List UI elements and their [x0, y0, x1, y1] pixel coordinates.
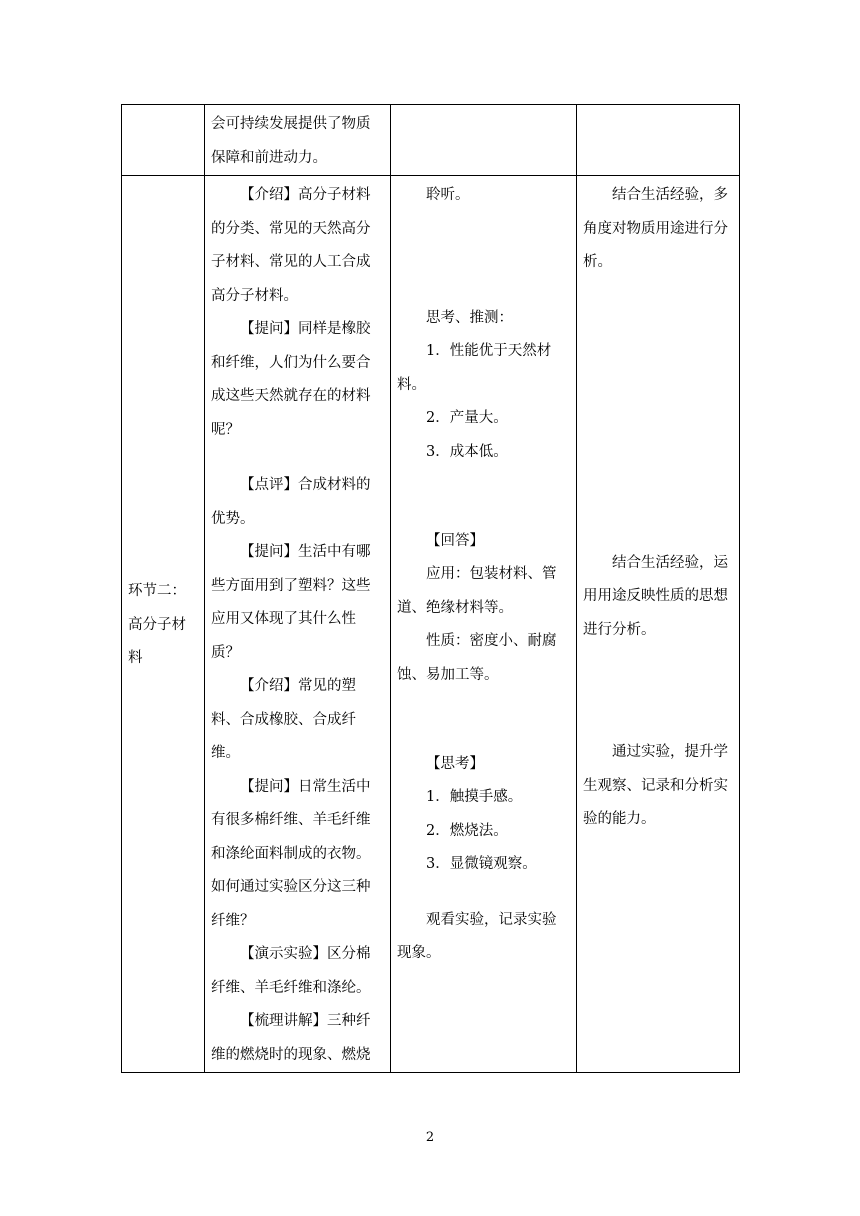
- student-think-title: 思考、推测：: [426, 309, 513, 326]
- section-title-cell: [122, 176, 205, 1073]
- design-intent-1: 结合生活经验，多角度对物质用途进行分析。: [583, 187, 728, 270]
- design-intent-3: 通过实验，提升学生观察、记录和分析实验的能力。: [583, 744, 728, 827]
- student-answer-title: 【回答】: [426, 532, 484, 549]
- section-title: 环节二：高分子材料: [128, 583, 186, 667]
- teacher-intro-1: 【介绍】高分子材料的分类、常见的天然高分子材料、常见的人工合成高分子材料。: [211, 187, 371, 304]
- teacher-text: 会可持续发展提供了物质保障和前进动力。: [211, 116, 371, 166]
- student-think-3: 3．成本低。: [426, 443, 508, 460]
- student-think-2: 2．产量大。: [426, 410, 508, 426]
- teacher-explain: 【梳理讲解】三种纤维的燃烧时的现象、燃烧: [211, 1013, 371, 1063]
- student-ponder-title: 【思考】: [426, 755, 484, 772]
- teacher-question-3: 【提问】日常生活中有很多棉纤维、羊毛纤维和涤纶面料制成的衣物。如何通过实验区分这三种纤维？: [211, 778, 371, 929]
- design-intent-2: 结合生活经验，运用用途反映性质的思想进行分析。: [583, 554, 728, 638]
- teacher-question-1: 【提问】同样是橡胶和纤维，人们为什么要合成这些天然就存在的材料呢？: [211, 321, 371, 438]
- teacher-question-2: 【提问】生活中有哪些方面用到了塑料？这些应用又体现了其什么性质？: [211, 544, 371, 661]
- student-ponder-3: 3．显微镜观察。: [426, 856, 537, 872]
- student-answer-prop: 性质：密度小、耐腐蚀、易加工等。: [397, 633, 557, 683]
- student-watch: 观看实验，记录实验现象。: [397, 911, 557, 961]
- design-intent-cell-empty: [577, 105, 740, 176]
- teacher-demo: 【演示实验】区分棉纤维、羊毛纤维和涤纶。: [211, 946, 371, 996]
- student-activity-cell-empty: [391, 105, 577, 176]
- design-intent-cell: [577, 176, 740, 1073]
- student-ponder-2: 2．燃烧法。: [426, 822, 508, 839]
- page-number: 2: [425, 1130, 435, 1145]
- teacher-activity-cell: [205, 176, 391, 1073]
- student-listen: 聆听。: [426, 187, 470, 203]
- teacher-activity-cell: [205, 105, 391, 176]
- table-row: [122, 105, 740, 176]
- lesson-plan-table: [121, 104, 740, 1073]
- student-activity-cell: [391, 176, 577, 1073]
- teacher-comment: 【点评】合成材料的优势。: [211, 477, 371, 527]
- student-answer-use: 应用：包装材料、管道、绝缘材料等。: [397, 566, 557, 616]
- table-row: [122, 176, 740, 1073]
- student-think-1: 1．性能优于天然材料。: [397, 343, 552, 393]
- section-cell-empty: [122, 105, 205, 176]
- teacher-intro-2: 【介绍】常见的塑料、合成橡胶、合成纤维。: [211, 678, 356, 761]
- student-ponder-1: 1．触摸手感。: [426, 789, 523, 805]
